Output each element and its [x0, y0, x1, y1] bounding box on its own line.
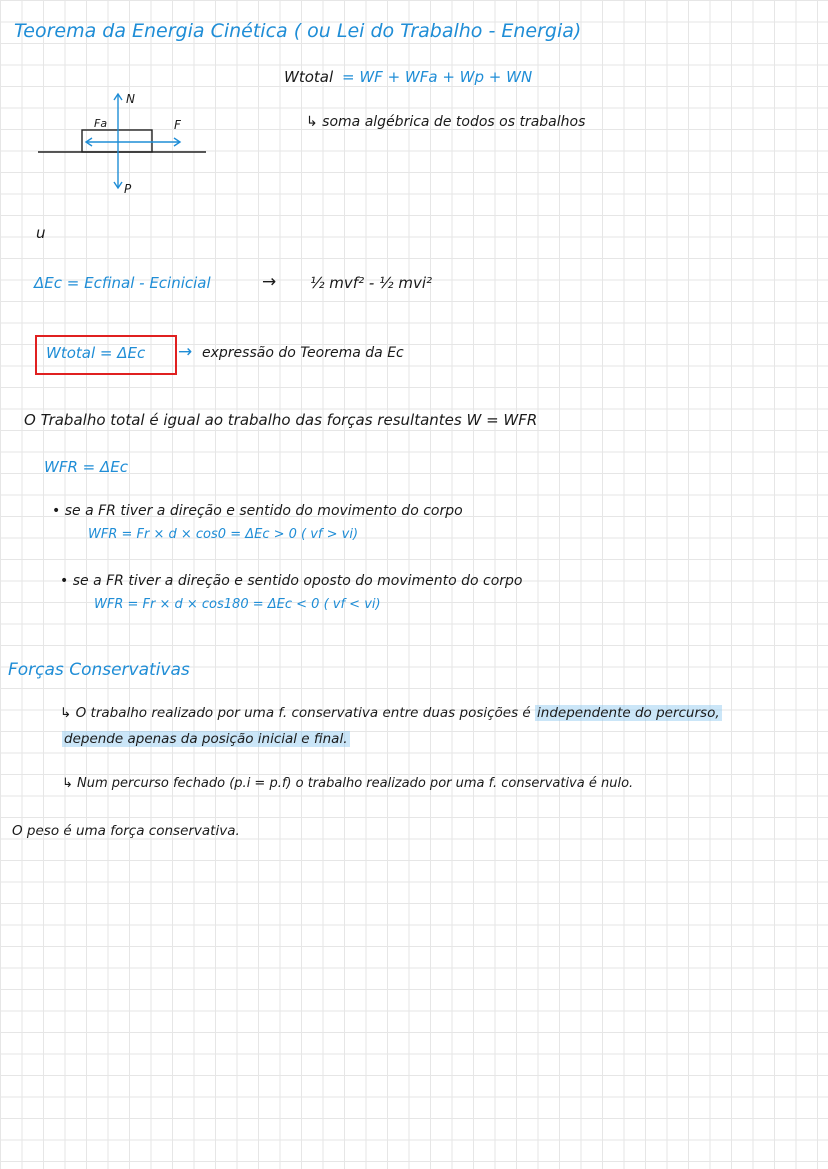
wtotal-rhs: = WF + WFa + Wp + WN: [342, 68, 533, 86]
work-total-statement: O Trabalho total é igual ao trabalho das forças resultantes W = WFR: [24, 411, 538, 429]
boxed-formula: Wtotal = ΔEc: [46, 344, 146, 362]
conservative-heading: Forças Conservativas: [8, 660, 190, 680]
delta-ec-arrow: →: [262, 272, 277, 292]
label-f: F: [174, 118, 181, 132]
delta-ec-def: ΔEc = Ecfinal - Ecinicial: [34, 274, 211, 292]
wtotal-lhs: Wtotal: [284, 68, 334, 86]
conservative-p1a-text: ↳ O trabalho realizado por uma f. conservativa entre duas posições é: [60, 705, 531, 721]
squiggle-mark: u: [36, 224, 46, 242]
case2-line1: • se a FR tiver a direção e sentido oposto do movimento do corpo: [60, 573, 523, 589]
block: [82, 130, 152, 152]
conservative-p1-highlight: independente do percurso,: [537, 705, 720, 721]
boxed-desc: expressão do Teorema da Ec: [202, 345, 404, 361]
case2-line2: WFR = Fr × d × cos180 = ΔEc < 0 ( vf < vi): [94, 597, 381, 612]
conservative-p3: O peso é uma força conservativa.: [12, 823, 240, 839]
boxed-arrow: →: [178, 342, 193, 362]
case1-line2: WFR = Fr × d × cos0 = ΔEc > 0 ( vf > vi): [88, 527, 359, 542]
conservative-p1a: [60, 705, 722, 721]
page-title: Teorema da Energia Cinética ( ou Lei do Trabalho - Energia): [14, 20, 582, 42]
conservative-p1b-text: depende apenas da posição inicial e final.: [64, 731, 348, 747]
label-p: P: [124, 182, 132, 196]
wfr-eq: WFR = ΔEc: [44, 458, 128, 476]
conservative-p1b: [62, 731, 350, 747]
delta-ec-expr: ½ mvf² - ½ mvi²: [310, 274, 433, 292]
label-fa: Fa: [94, 117, 108, 130]
label-n: N: [126, 92, 135, 106]
case1-line1: • se a FR tiver a direção e sentido do movimento do corpo: [52, 503, 463, 519]
conservative-p2: ↳ Num percurso fechado (p.i = p.f) o trabalho realizado por uma f. conservativa é nulo.: [62, 776, 634, 791]
wtotal-note: ↳ soma algébrica de todos os trabalhos: [306, 114, 586, 130]
